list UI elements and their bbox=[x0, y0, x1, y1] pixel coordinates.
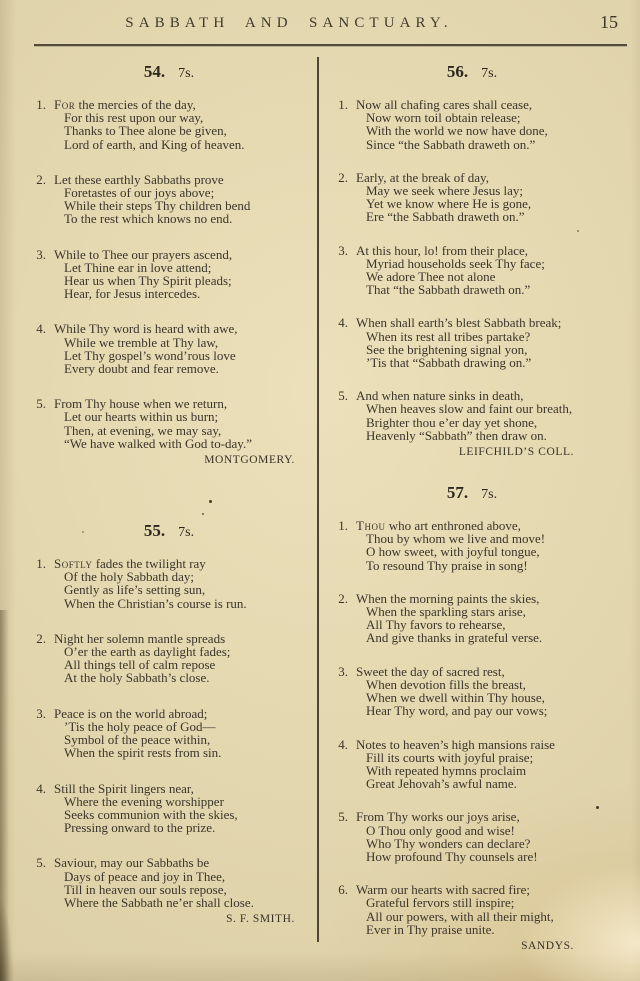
hymn-heading bbox=[30, 522, 308, 542]
hymn-heading bbox=[30, 63, 308, 83]
column-divider bbox=[317, 57, 319, 942]
header-rule bbox=[34, 44, 627, 46]
verse-list bbox=[332, 519, 612, 936]
left-column bbox=[30, 58, 308, 925]
verse-line: Let these earthly Sabbaths prove bbox=[54, 171, 224, 187]
hymn-57 bbox=[332, 484, 612, 952]
hymn-meter: 7s. bbox=[481, 66, 498, 81]
verse-list bbox=[30, 557, 308, 909]
verse-line: Since “the Sabbath draweth on.” bbox=[366, 136, 536, 152]
verse-lines bbox=[54, 173, 308, 226]
verse-line: See the brightening signal yon, bbox=[366, 341, 528, 357]
ink-speck bbox=[82, 531, 84, 533]
verse-number: 1. bbox=[338, 518, 348, 534]
verse-line: While to Thee our prayers ascend, bbox=[54, 246, 233, 262]
verse-line: Every doubt and fear remove. bbox=[64, 361, 219, 377]
verse-line: ’Tis that “Sabbath drawing on.” bbox=[366, 355, 532, 371]
verse-line: Thou by whom we live and move! bbox=[366, 531, 546, 547]
ink-speck bbox=[596, 806, 599, 809]
verse-line: Where the Sabbath ne’er shall close. bbox=[64, 894, 254, 910]
verse-line: Thanks to Thee alone be given, bbox=[64, 123, 227, 139]
verse-number: 3. bbox=[36, 705, 46, 721]
verse bbox=[332, 316, 612, 369]
verse-number: 3. bbox=[338, 663, 348, 679]
verse-line: Days of peace and joy in Thee, bbox=[64, 868, 226, 884]
verse-line: From Thy house when we return, bbox=[54, 396, 228, 412]
verse-line: When its rest all tribes partake? bbox=[366, 328, 531, 344]
verse bbox=[332, 592, 612, 645]
verse-line: Ere “the Sabbath draweth on.” bbox=[366, 209, 525, 225]
verse-lines bbox=[356, 316, 612, 369]
ink-speck bbox=[202, 513, 204, 515]
verse-lines bbox=[54, 248, 308, 301]
verse-line: Where the evening worshipper bbox=[64, 793, 224, 809]
verse-line: At the holy Sabbath’s close. bbox=[64, 670, 210, 686]
verse-line: Yet we know where He is gone, bbox=[366, 196, 532, 212]
verse bbox=[30, 632, 308, 685]
verse-line: All Thy favors to rehearse, bbox=[366, 617, 506, 633]
verse-line: Symbol of the peace within, bbox=[64, 732, 211, 748]
hymn-56 bbox=[332, 63, 612, 458]
verse-line: While their steps Thy children bend bbox=[64, 198, 251, 214]
verse bbox=[332, 389, 612, 442]
hymn-number: 57. bbox=[446, 483, 469, 503]
hymn-meter: 7s. bbox=[178, 525, 195, 541]
verse-line: With the world we now have done, bbox=[366, 123, 548, 139]
verse-line: When the morning paints the skies, bbox=[356, 590, 540, 606]
attribution: S. F. SMITH. bbox=[226, 913, 295, 926]
attribution: SANDYS. bbox=[521, 939, 574, 952]
smallcaps-lead-word: Softly bbox=[54, 556, 93, 572]
verse-number: 1. bbox=[36, 97, 46, 112]
verse-lines bbox=[54, 632, 308, 685]
verse-number: 2. bbox=[36, 171, 46, 187]
verse-lines bbox=[356, 883, 612, 936]
verse-number: 4. bbox=[36, 321, 46, 337]
verse bbox=[332, 98, 612, 151]
verse bbox=[30, 248, 308, 301]
verse-number: 1. bbox=[338, 97, 348, 112]
verse-number: 4. bbox=[36, 780, 46, 796]
verse-line: When we dwell within Thy house, bbox=[366, 690, 545, 706]
verse-lines bbox=[356, 738, 612, 791]
verse-lines bbox=[54, 557, 308, 610]
verse-line: Seeks communion with the skies, bbox=[64, 806, 238, 822]
verse-lines bbox=[356, 665, 612, 718]
ink-speck bbox=[209, 500, 212, 503]
verse-line: Saviour, may our Sabbaths be bbox=[54, 855, 210, 871]
verse-line: Till in heaven our souls repose, bbox=[64, 881, 227, 897]
hymn-number: 54. bbox=[143, 62, 166, 81]
verse-lines bbox=[356, 519, 612, 572]
verse-line: While Thy word is heard with awe, bbox=[54, 321, 238, 337]
verse-lines bbox=[54, 98, 308, 151]
running-title: SABBATH AND SANCTUARY. bbox=[125, 15, 453, 31]
verse-line: Sweet the day of sacred rest, bbox=[356, 663, 505, 679]
verse-line: Notes to heaven’s high mansions raise bbox=[356, 736, 555, 752]
page-number: 15 bbox=[600, 12, 618, 32]
hymn-meter: 7s. bbox=[178, 66, 195, 81]
verse bbox=[332, 244, 612, 297]
verse-line: To resound Thy praise in song! bbox=[366, 557, 528, 573]
verse-lines bbox=[54, 782, 308, 835]
corner-shadow bbox=[0, 851, 20, 981]
verse-line: O Thou only good and wise! bbox=[366, 822, 515, 838]
verse-line: When the sparkling stars arise, bbox=[366, 604, 526, 620]
verse-line: While we tremble at Thy law, bbox=[64, 334, 219, 350]
verse-line: Brighter thou e’er day yet shone, bbox=[366, 414, 538, 430]
verse-number: 3. bbox=[36, 246, 46, 262]
smallcaps-lead-word: For bbox=[54, 97, 76, 112]
verse-line: Of the holy Sabbath day; bbox=[64, 569, 194, 585]
verse-lines bbox=[356, 592, 612, 645]
verse-list bbox=[332, 98, 612, 442]
verse-line: Let Thine ear in love attend; bbox=[64, 259, 212, 275]
verse-line: Ever in Thy praise unite. bbox=[366, 921, 495, 937]
verse-number: 5. bbox=[338, 809, 348, 825]
verse-number: 2. bbox=[36, 630, 46, 646]
verse-line: Now all chafing cares shall cease, bbox=[356, 97, 533, 112]
verse bbox=[30, 98, 308, 151]
hymn-number: 55. bbox=[143, 521, 166, 541]
verse-line: Who Thy wonders can declare? bbox=[366, 835, 531, 851]
hymn-54 bbox=[30, 63, 308, 466]
verse-number: 5. bbox=[36, 855, 46, 871]
verse-lines bbox=[54, 707, 308, 760]
verse-number: 5. bbox=[338, 388, 348, 404]
verse bbox=[332, 171, 612, 224]
verse-line: Early, at the break of day, bbox=[356, 169, 489, 185]
verse bbox=[332, 810, 612, 863]
verse-line: Softly fades the twilight ray bbox=[54, 556, 206, 572]
verse-lines bbox=[54, 322, 308, 375]
verse-line: Now worn toil obtain release; bbox=[366, 110, 521, 126]
verse-line: Gently as life’s setting sun, bbox=[64, 582, 206, 598]
verse-line: All things tell of calm repose bbox=[64, 657, 216, 673]
verse-line: When heaves slow and faint our breath, bbox=[366, 401, 573, 417]
verse-number: 6. bbox=[338, 882, 348, 898]
verse-line: “We have walked with God to-day.” bbox=[64, 435, 252, 451]
verse-line: Thou who art enthroned above, bbox=[356, 518, 521, 534]
verse-line: ’Tis the holy peace of God— bbox=[64, 718, 216, 734]
verse bbox=[30, 322, 308, 375]
verse-line: Still the Spirit lingers near, bbox=[54, 780, 194, 796]
verse bbox=[30, 782, 308, 835]
verse-line: Heavenly “Sabbath” then draw on. bbox=[366, 427, 547, 443]
verse-line: For the mercies of the day, bbox=[54, 97, 196, 112]
verse-line: Lord of earth, and King of heaven. bbox=[64, 136, 245, 152]
verse-number: 4. bbox=[338, 736, 348, 752]
verse-line: O how sweet, with joyful tongue, bbox=[366, 544, 540, 560]
smallcaps-lead-word: Thou bbox=[356, 518, 386, 534]
verse-line: Peace is on the world abroad; bbox=[54, 705, 208, 721]
hymn-heading bbox=[332, 63, 612, 83]
verse-number: 1. bbox=[36, 556, 46, 572]
right-column bbox=[332, 58, 612, 952]
verse-line: From Thy works our joys arise, bbox=[356, 809, 520, 825]
verse bbox=[30, 856, 308, 909]
verse-line: And give thanks in grateful verse. bbox=[366, 630, 543, 646]
verse-line: To the rest which knows no end. bbox=[64, 211, 233, 227]
verse bbox=[332, 738, 612, 791]
verse-line: Pressing onward to the prize. bbox=[64, 820, 216, 836]
verse-lines bbox=[356, 98, 612, 151]
verse bbox=[30, 173, 308, 226]
verse-line: When the Christian’s course is run. bbox=[64, 595, 247, 611]
verse bbox=[332, 883, 612, 936]
verse-line: Warm our hearts with sacred fire; bbox=[356, 882, 531, 898]
verse-line: Great Jehovah’s awful name. bbox=[366, 776, 517, 792]
verse-line: O’er the earth as daylight fades; bbox=[64, 644, 231, 660]
verse-line: May we seek where Jesus lay; bbox=[366, 183, 524, 199]
attribution: LEIFCHILD’S COLL. bbox=[458, 446, 574, 459]
verse-line: When shall earth’s blest Sabbath break; bbox=[356, 315, 562, 331]
hymn-55 bbox=[30, 522, 308, 925]
verse bbox=[332, 519, 612, 572]
verse-lines bbox=[356, 171, 612, 224]
verse-line: Night her solemn mantle spreads bbox=[54, 630, 226, 646]
verse-lines bbox=[356, 244, 612, 297]
verse-line: Let our hearts within us burn; bbox=[64, 409, 219, 425]
verse-number: 2. bbox=[338, 590, 348, 606]
verse-lines bbox=[54, 856, 308, 909]
verse-number: 2. bbox=[338, 169, 348, 185]
verse-line: How profound Thy counsels are! bbox=[366, 848, 538, 864]
verse-line: Hear Thy word, and pay our vows; bbox=[366, 703, 548, 719]
verse-line: We adore Thee not alone bbox=[366, 269, 496, 285]
attribution: MONTGOMERY. bbox=[204, 454, 295, 467]
verse-line: Grateful fervors still inspire; bbox=[366, 895, 515, 911]
verse bbox=[30, 397, 308, 450]
verse-line: For this rest upon our way, bbox=[64, 110, 204, 126]
verse-line: Then, at evening, we may say, bbox=[64, 422, 222, 438]
verse bbox=[30, 707, 308, 760]
verse bbox=[332, 665, 612, 718]
verse-lines bbox=[356, 810, 612, 863]
verse-line: At this hour, lo! from their place, bbox=[356, 242, 529, 258]
verse-line: Myriad households seek Thy face; bbox=[366, 255, 545, 271]
verse-line: That “the Sabbath draweth on.” bbox=[366, 282, 531, 298]
verse-line: Hear us when Thy Spirit pleads; bbox=[64, 273, 232, 289]
verse-line: Let Thy gospel’s wond’rous love bbox=[64, 347, 236, 363]
verse-lines bbox=[356, 389, 612, 442]
verse-lines bbox=[54, 397, 308, 450]
ink-speck bbox=[577, 230, 579, 232]
hymn-meter: 7s. bbox=[481, 487, 498, 503]
verse-number: 3. bbox=[338, 242, 348, 258]
verse-line: Foretastes of our joys above; bbox=[64, 185, 215, 201]
verse-line: When the spirit rests from sin. bbox=[64, 745, 222, 761]
verse bbox=[30, 557, 308, 610]
verse-line: And when nature sinks in death, bbox=[356, 388, 524, 404]
verse-line: Hear, for Jesus intercedes. bbox=[64, 286, 201, 302]
hymn-number: 56. bbox=[446, 62, 469, 81]
verse-line: All our powers, with all their might, bbox=[366, 908, 554, 924]
verse-list bbox=[30, 98, 308, 450]
verse-line: With repeated hymns proclaim bbox=[366, 762, 527, 778]
verse-line: When devotion fills the breast, bbox=[366, 676, 526, 692]
verse-number: 5. bbox=[36, 396, 46, 412]
hymn-heading bbox=[332, 484, 612, 504]
verse-line: Fill its courts with joyful praise; bbox=[366, 749, 534, 765]
verse-number: 4. bbox=[338, 315, 348, 331]
